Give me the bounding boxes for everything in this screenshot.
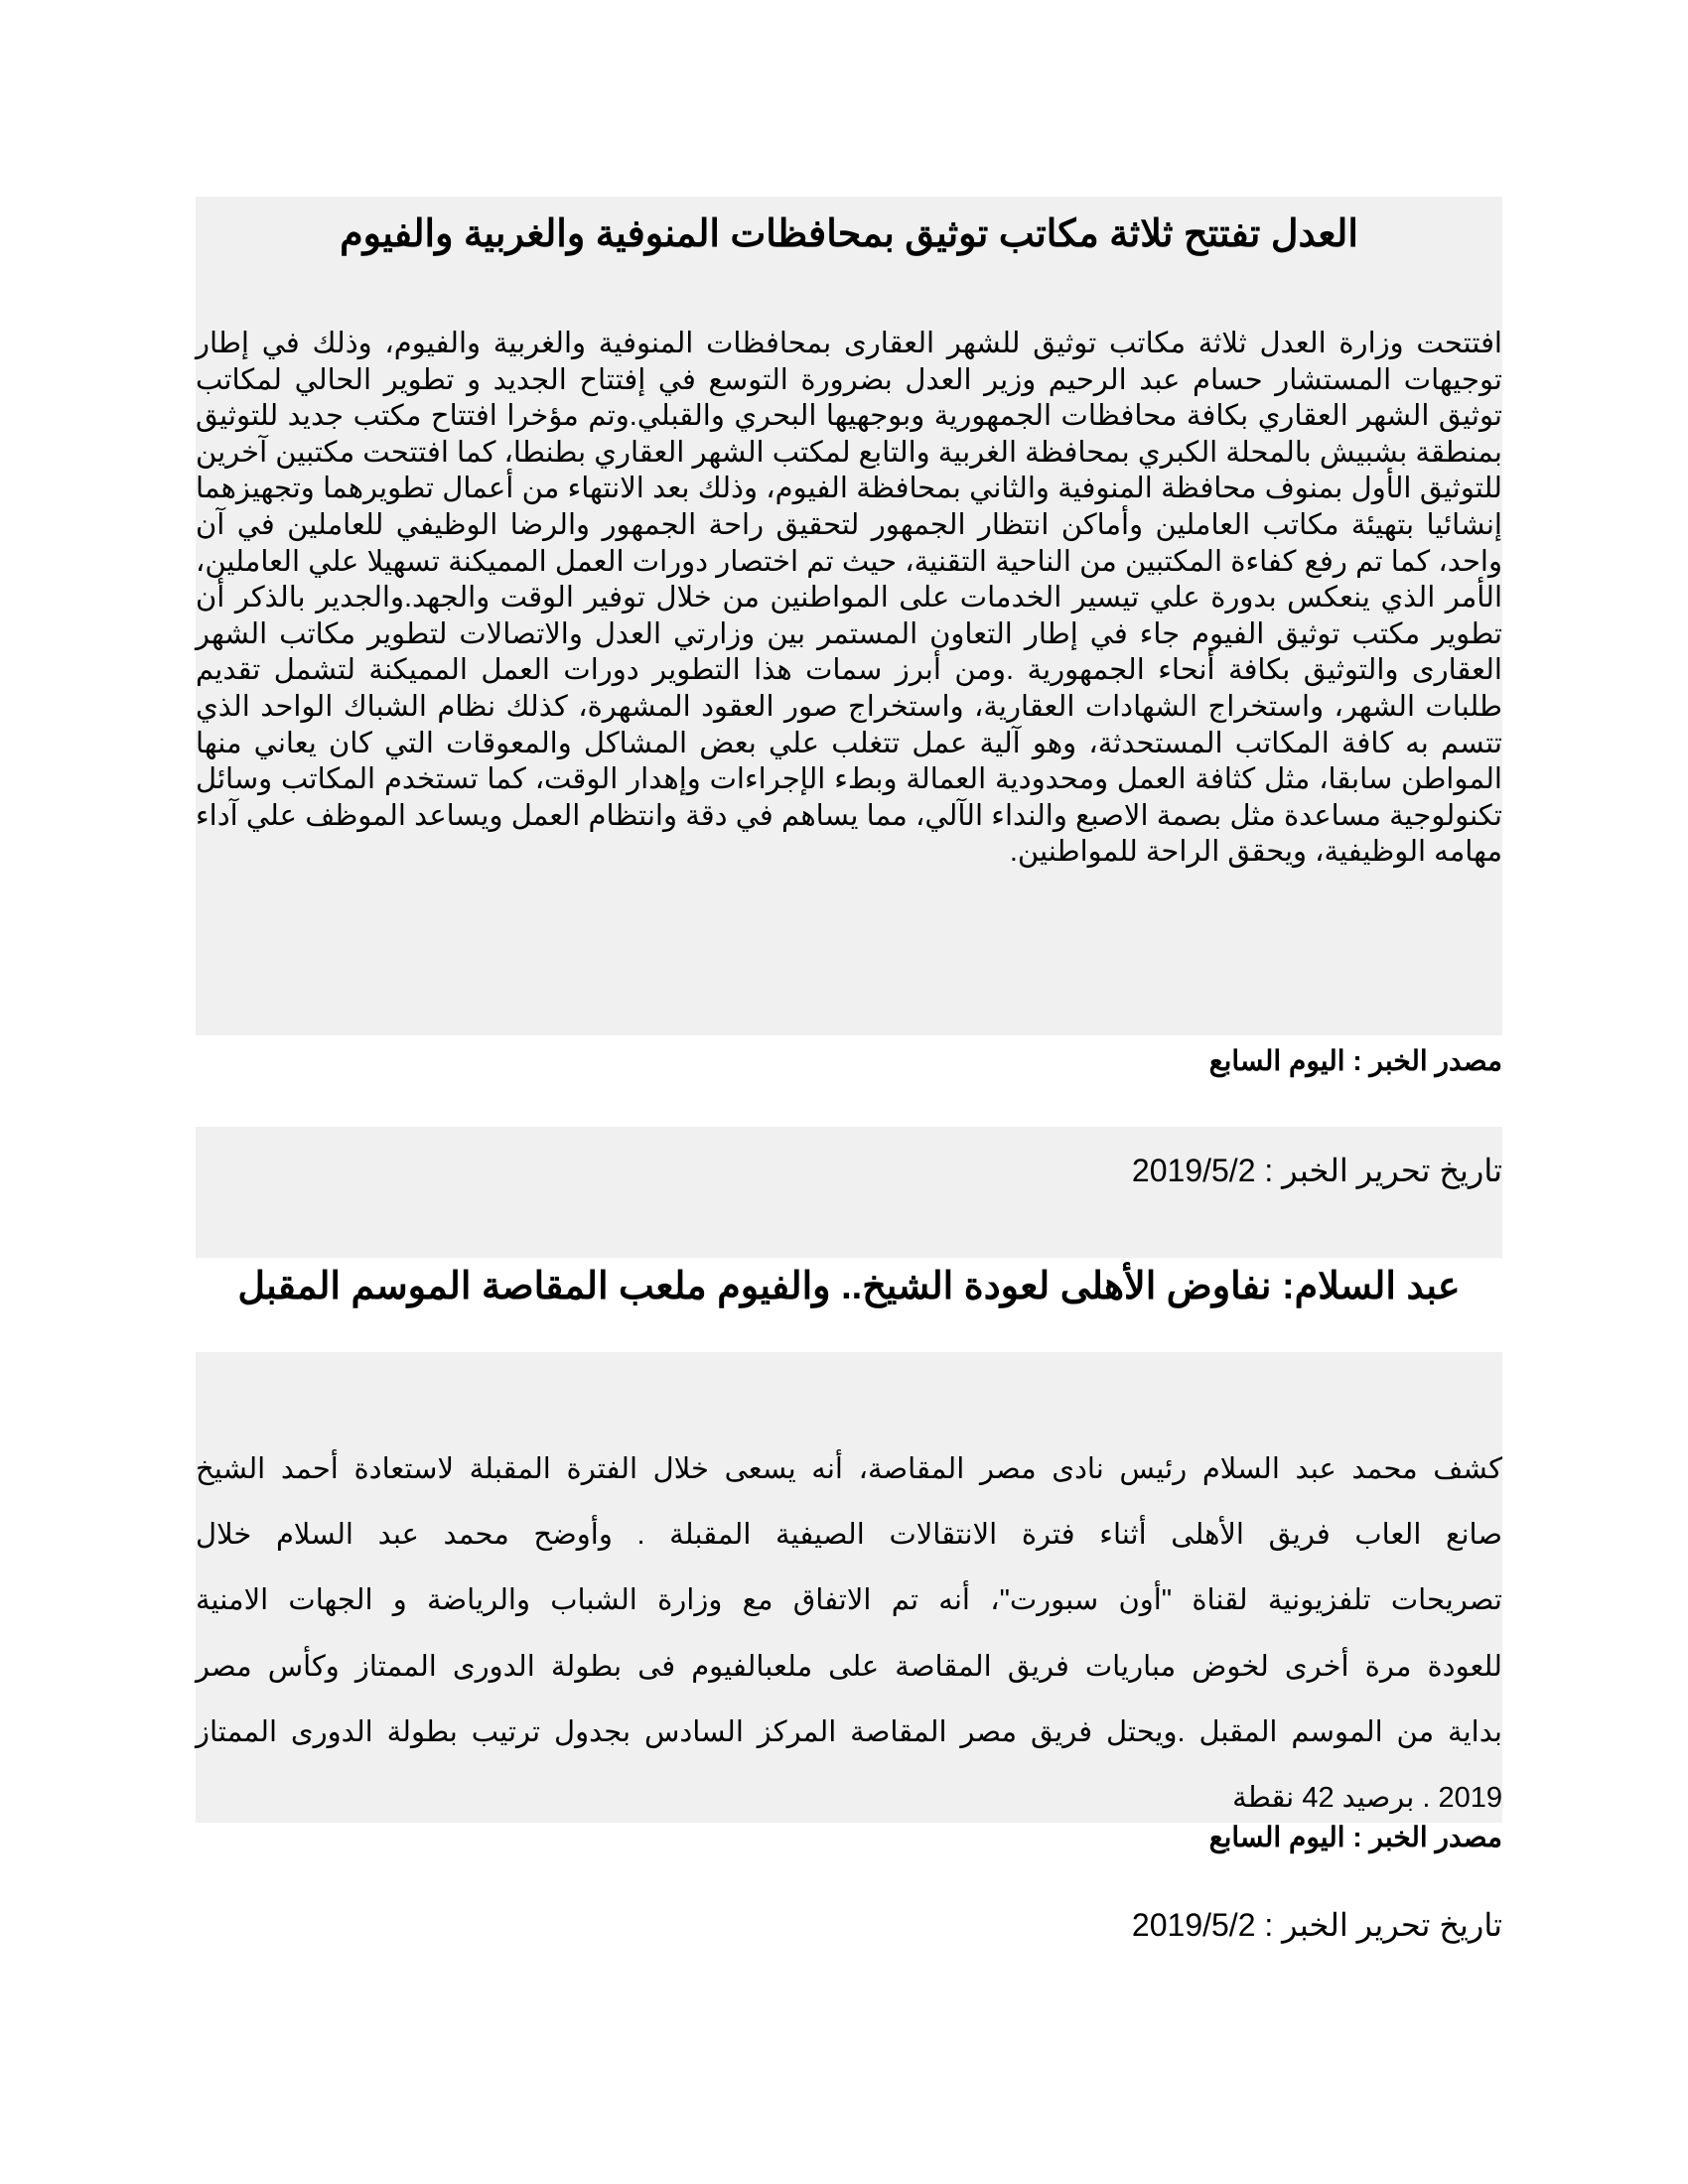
article-2-line: صانع العاب فريق الأهلى أثناء فترة الانتقالات الصيفية المقبلة . وأوضح محمد عبد السلام خلال — [196, 1519, 1502, 1552]
article-2-body — [196, 1436, 1502, 1831]
article-2-line: تصريحات تلفزيونية لقناة "أون سبورت"، أنه تم الاتفاق مع وزارة الشباب والرياضة و الجهات الامنية — [196, 1584, 1502, 1617]
article-2-line: بداية من الموسم المقبل .ويحتل فريق مصر المقاصة المركز السادس بجدول ترتيب بطولة الدورى الممتاز — [196, 1715, 1502, 1748]
article-2-line: كشف محمد عبد السلام رئيس نادى مصر المقاصة، أنه يسعى خلال الفترة المقبلة لاستعادة أحمد الشيخ — [196, 1453, 1502, 1485]
article-1-date-background — [196, 1127, 1502, 1258]
article-2-title: عبد السلام: نفاوض الأهلى لعودة الشيخ.. والفيوم ملعب المقاصة الموسم المقبل — [237, 1266, 1461, 1307]
article-1-body: افتتحت وزارة العدل ثلاثة مكاتب توثيق للشهر العقارى بمحافظات المنوفية والغربية والفيوم، وذلك في إطار توجيهات المستشار حسام عبد الرحيم وزير العدل بضرورة التوسع في إفتتاح الجديد و تطوير الحالي لمكاتب توثيق الشهر العقاري بكافة محافظات الجمهورية وبوجهيها البحري والقبلي.وتم مؤخرا افتتاح مكتب جديد للتوثيق بمنطقة بشبيش بالمحلة الكبري بمحافظة الغربية والتابع لمكتب الشهر العقاري بطنطا، كما افتتحت مكتبين آخرين للتوثيق الأول بمنوف محافظة المنوفية والثاني بمحافظة الفيوم، وذلك بعد الانتهاء من أعمال تطويرهما وتجهيزهما إنشائيا بتهيئة مكاتب العاملين وأماكن انتظار الجمهور لتحقيق راحة الجمهور والرضا الوظيفي للعاملين في آن واحد، كما تم رفع كفاءة المكتبين من الناحية التقنية، حيث تم اختصار دورات العمل المميكنة تسهيلا علي العاملين، الأمر الذي ينعكس بدورة علي تيسير الخدمات على المواطنين من خلال توفير الوقت والجهد.والجدير بالذكر أن تطوير مكتب توثيق الفيوم جاء في إطار التعاون المستمر بين وزارتي العدل والاتصالات لتطوير مكاتب الشهر العقارى والتوثيق بكافة أنحاء الجمهورية .ومن أبرز سمات هذا التطوير دورات العمل المميكنة لتشمل تقديم طلبات الشهر، واستخراج الشهادات العقارية، واستخراج صور العقود المشهرة، كذلك نظام الشباك الواحد الذي تتسم به كافة المكاتب المستحدثة، وهو آلية عمل تتغلب علي بعض المشاكل والمعوقات التي كان يعاني منها المواطن سابقا، مثل كثافة العمل ومحدودية العمالة وبطء الإجراءات وإهدار الوقت، كما تستخدم المكاتب وسائل تكنولوجية مساعدة مثل بصمة الاصبع والنداء الآلي، مما يساهم في دقة وانتظام العمل ويساعد الموظف علي آداء مهامه الوظيفية، ويحقق الراحة للمواطنين. — [196, 328, 1502, 869]
article-1-source: مصدر الخبر : اليوم السابع — [1208, 1045, 1502, 1076]
article-2-date: تاريخ تحرير الخبر : 2019/5/2 — [1131, 1907, 1502, 1943]
article-1-title: العدل تفتتح ثلاثة مكاتب توثيق بمحافظات المنوفية والغربية والفيوم — [340, 213, 1358, 255]
article-2-source: مصدر الخبر : اليوم السابع — [1208, 1822, 1502, 1852]
article-2-line: للعودة مرة أخرى لخوض مباريات فريق المقاصة على ملعبالفيوم فى بطولة الدورى الممتاز وكأس مصر — [196, 1650, 1502, 1683]
article-1-date: تاريخ تحرير الخبر : 2019/5/2 — [1131, 1153, 1502, 1188]
article-2-line: 2019 . برصيد 42 نقطة — [1232, 1782, 1502, 1815]
